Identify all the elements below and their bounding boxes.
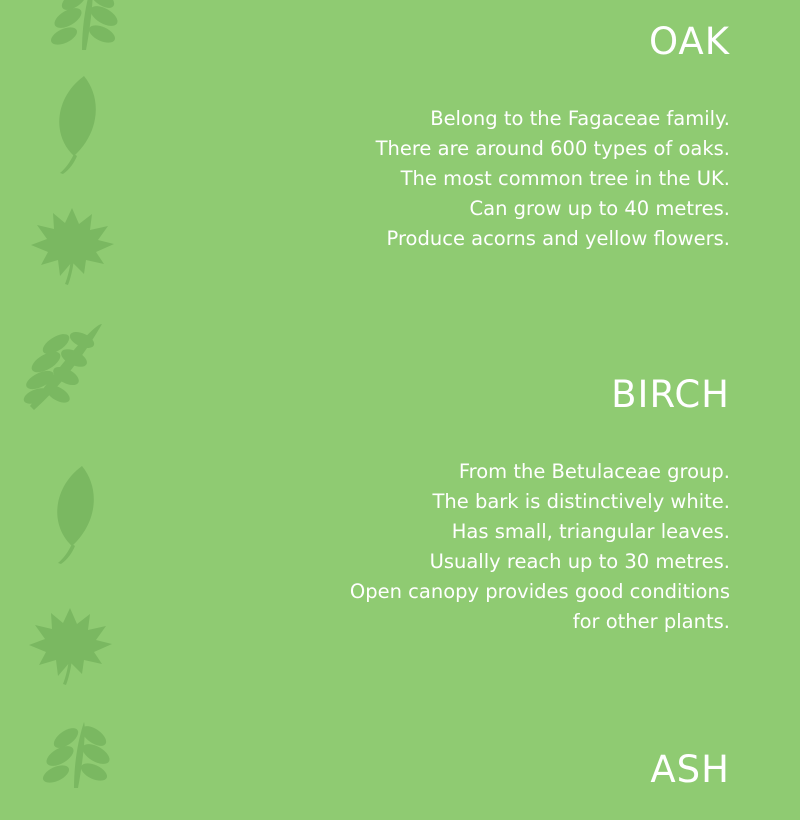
maple-leaf-icon: [24, 198, 120, 286]
fact-list-birch: [150, 457, 730, 637]
decorative-leaf-column: [0, 0, 140, 765]
compound-leaf-icon: [30, 716, 120, 796]
fact-line: Produce acorns and yellow flowers.: [386, 226, 730, 250]
fact-line: for other plants.: [572, 609, 730, 633]
section-title-ash: ASH: [650, 747, 730, 791]
section-oak: [150, 0, 730, 254]
fact-line: Has small, triangular leaves.: [451, 519, 730, 543]
fact-line: From the Betulaceae group.: [458, 459, 730, 483]
fact-line: The most common tree in the UK.: [400, 166, 730, 190]
fact-line: The bark is distinctively white.: [432, 489, 730, 513]
fact-line: There are around 600 types of oaks.: [375, 136, 730, 160]
content-column: [150, 0, 730, 791]
fact-list-oak: [150, 104, 730, 254]
section-title-oak: OAK: [648, 19, 730, 63]
fact-line: Usually reach up to 30 metres.: [429, 549, 730, 573]
maple-leaf-icon: [22, 598, 118, 686]
compound-leaf-icon: [38, 0, 128, 58]
simple-oval-leaf-icon: [40, 70, 110, 175]
fact-line: Belong to the Fagaceae family.: [430, 106, 730, 130]
simple-oval-leaf-icon: [38, 460, 108, 565]
fact-line: Open canopy provides good conditions: [349, 579, 730, 603]
section-birch: [150, 345, 730, 637]
fact-line: Can grow up to 40 metres.: [469, 196, 730, 220]
section-title-birch: BIRCH: [611, 372, 730, 416]
fern-leaf-icon: [16, 310, 126, 420]
section-ash: [150, 720, 730, 820]
